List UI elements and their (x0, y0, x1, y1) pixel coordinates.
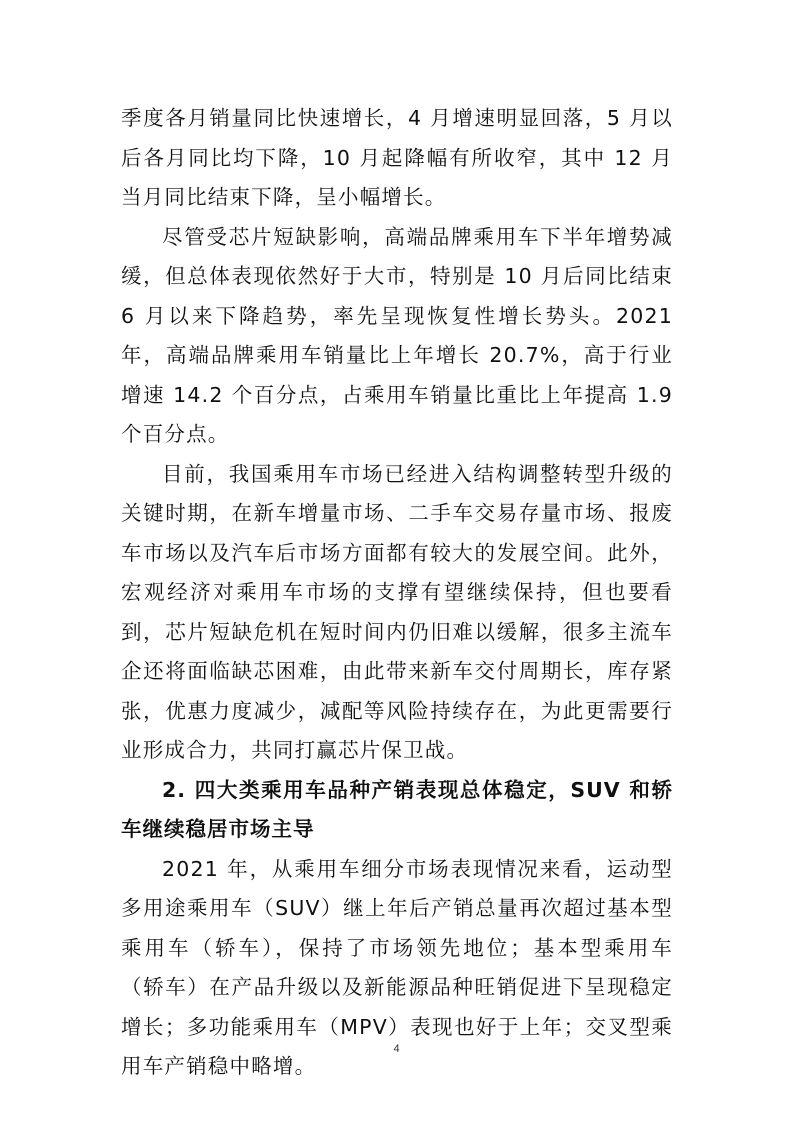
paragraph-high-end-brands: 尽管受芯片短缺影响，高端品牌乘用车下半年增势减缓，但总体表现依然好于大市，特别是 10 月后同比结束 6 月以来下降趋势，率先呈现恢复性增长势头。2021 年，高端品牌乘用车销量比上年增长 20.7%，高于行业增速 14.2 个百分点，占乘用车销量比重比上年提高 1.9 个百分点。 (121, 224, 673, 446)
paragraph-market-outlook: 目前，我国乘用车市场已经进入结构调整转型升级的关键时期，在新车增量市场、二手车交易存量市场、报废车市场以及汽车后市场方面都有较大的发展空间。此外，宏观经济对乘用车市场的支撑有望继续保持，但也要看到，芯片短缺危机在短时间内仍旧难以缓解，很多主流车企还将面临缺芯困难，由此带来新车交付周期长，库存紧张，优惠力度减少，减配等风险持续存在，为此更需要行业形成合力，共同打赢芯片保卫战。 (121, 461, 673, 762)
page-number: 4 (393, 1043, 400, 1055)
section-heading: 2. 四大类乘用车品种产销表现总体稳定，SUV 和轿车继续稳居市场主导 (121, 777, 673, 841)
paragraph-segment-performance: 2021 年，从乘用车细分市场表现情况来看，运动型多用途乘用车（SUV）继上年后产销总量再次超过基本型乘用车（轿车），保持了市场领先地位；基本型乘用车（轿车）在产品升级以及新能源品种旺销促进下呈现稳定增长；多功能乘用车（MPV）表现也好于上年；交叉型乘用车产销稳中略增。 (121, 856, 673, 1078)
paragraph-continued: 季度各月销量同比快速增长，4 月增速明显回落，5 月以后各月同比均下降，10 月起降幅有所收窄，其中 12 月当月同比结束下降，呈小幅增长。 (121, 106, 673, 209)
document-body (121, 99, 673, 1087)
